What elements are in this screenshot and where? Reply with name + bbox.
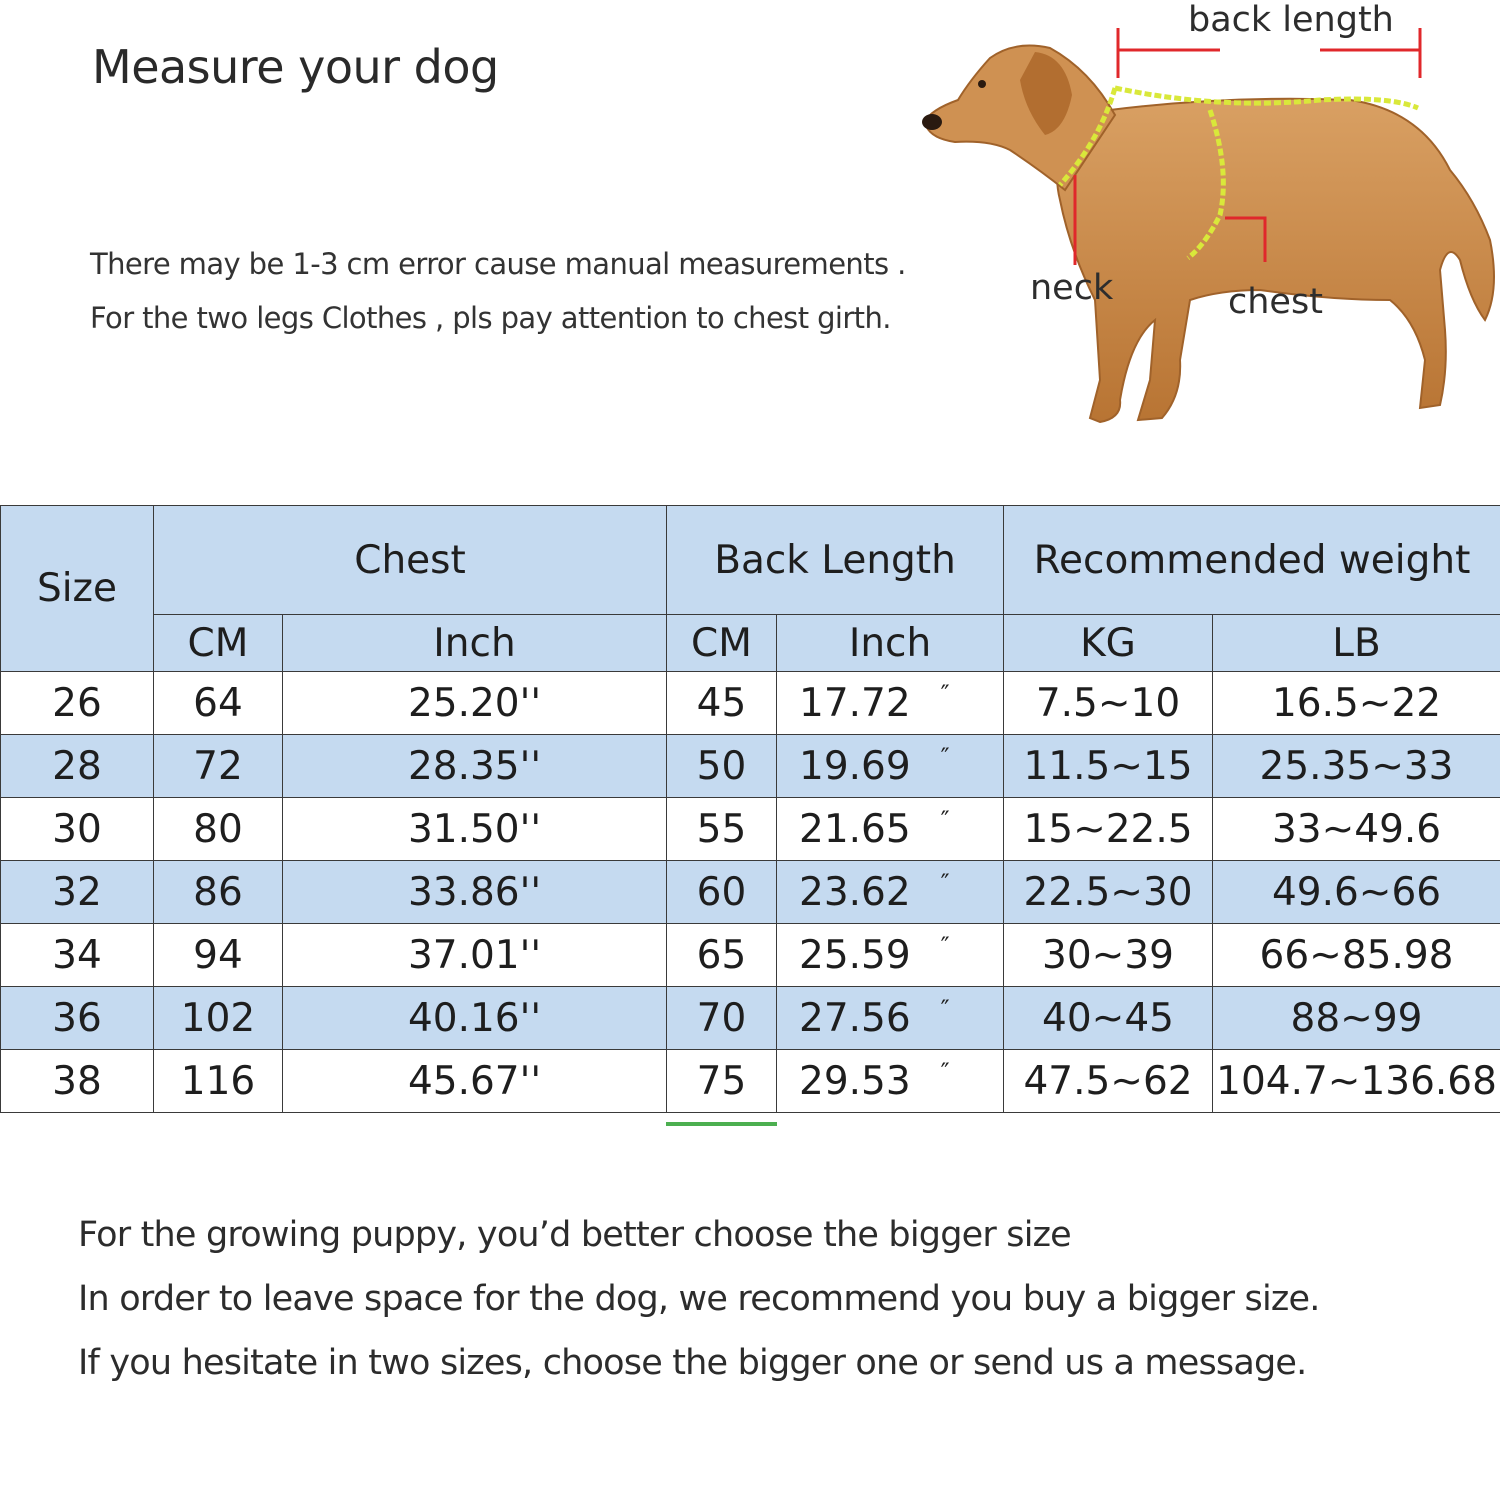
cell-lb: 16.5~22 [1213, 672, 1500, 735]
green-underline [666, 1122, 777, 1126]
cell-chest-inch: 37.01'' [283, 924, 667, 987]
cell-kg: 22.5~30 [1004, 861, 1213, 924]
measurement-note-error: There may be 1-3 cm error cause manual measurements . [90, 247, 906, 281]
cell-back-cm: 60 [667, 861, 777, 924]
cell-chest-cm: 64 [154, 672, 283, 735]
cell-size: 32 [1, 861, 154, 924]
page-title: Measure your dog [92, 40, 499, 94]
cell-size: 38 [1, 1050, 154, 1113]
inch-mark: ″ [940, 995, 950, 1023]
table-row [1, 924, 1500, 987]
table-row [1, 987, 1500, 1050]
cell-lb: 88~99 [1213, 987, 1500, 1050]
table-subheader-row [1, 615, 1500, 672]
cell-lb: 104.7~136.68 [1213, 1050, 1500, 1113]
cell-back-inch [777, 672, 1004, 735]
cell-back-cm: 55 [667, 798, 777, 861]
subheader-chest-cm: CM [154, 615, 283, 672]
cell-chest-cm: 116 [154, 1050, 283, 1113]
cell-lb: 25.35~33 [1213, 735, 1500, 798]
cell-size: 30 [1, 798, 154, 861]
cell-chest-cm: 86 [154, 861, 283, 924]
inch-mark: ″ [940, 743, 950, 771]
cell-chest-cm: 72 [154, 735, 283, 798]
cell-back-cm: 50 [667, 735, 777, 798]
back-inch-value: 27.56 [799, 996, 911, 1041]
cell-size: 28 [1, 735, 154, 798]
cell-size: 34 [1, 924, 154, 987]
cell-chest-inch: 40.16'' [283, 987, 667, 1050]
back-length-label: back length [1188, 0, 1394, 40]
size-chart-table [0, 505, 1500, 1113]
cell-kg: 15~22.5 [1004, 798, 1213, 861]
neck-label: neck [1030, 268, 1114, 308]
cell-back-inch [777, 861, 1004, 924]
subheader-lb: LB [1213, 615, 1500, 672]
inch-mark: ″ [940, 932, 950, 960]
back-inch-value: 25.59 [799, 933, 911, 978]
cell-back-cm: 65 [667, 924, 777, 987]
table-row [1, 1050, 1500, 1113]
cell-back-inch [777, 924, 1004, 987]
cell-lb: 66~85.98 [1213, 924, 1500, 987]
inch-mark: ″ [940, 869, 950, 897]
footer-note-space: In order to leave space for the dog, we recommend you buy a bigger size. [78, 1279, 1320, 1319]
cell-kg: 40~45 [1004, 987, 1213, 1050]
header-back-length: Back Length [667, 506, 1004, 615]
cell-back-cm: 45 [667, 672, 777, 735]
cell-lb: 49.6~66 [1213, 861, 1500, 924]
cell-kg: 7.5~10 [1004, 672, 1213, 735]
cell-back-cm: 75 [667, 1050, 777, 1113]
cell-chest-cm: 80 [154, 798, 283, 861]
back-inch-value: 19.69 [799, 744, 911, 789]
cell-back-inch [777, 735, 1004, 798]
cell-chest-inch: 28.35'' [283, 735, 667, 798]
cell-chest-inch: 25.20'' [283, 672, 667, 735]
subheader-chest-inch: Inch [283, 615, 667, 672]
header-chest: Chest [154, 506, 667, 615]
table-row [1, 798, 1500, 861]
cell-back-inch [777, 798, 1004, 861]
cell-kg: 11.5~15 [1004, 735, 1213, 798]
chest-label: chest [1228, 282, 1323, 322]
table-row [1, 861, 1500, 924]
footer-note-puppy: For the growing puppy, you’d better choose the bigger size [78, 1215, 1071, 1255]
cell-chest-inch: 33.86'' [283, 861, 667, 924]
dog-measurement-diagram [900, 0, 1500, 460]
back-inch-value: 23.62 [799, 870, 911, 915]
table-row [1, 672, 1500, 735]
cell-back-inch [777, 1050, 1004, 1113]
cell-back-cm: 70 [667, 987, 777, 1050]
table-header-row [1, 506, 1500, 615]
subheader-kg: KG [1004, 615, 1213, 672]
cell-back-inch [777, 987, 1004, 1050]
dog-illustration [900, 0, 1500, 460]
cell-kg: 30~39 [1004, 924, 1213, 987]
subheader-back-inch: Inch [777, 615, 1004, 672]
inch-mark: ″ [940, 1058, 950, 1086]
cell-chest-inch: 45.67'' [283, 1050, 667, 1113]
subheader-back-cm: CM [667, 615, 777, 672]
measurement-note-chest: For the two legs Clothes , pls pay attention to chest girth. [90, 301, 891, 335]
back-inch-value: 21.65 [799, 807, 911, 852]
inch-mark: ″ [940, 680, 950, 708]
inch-mark: ″ [940, 806, 950, 834]
table-row [1, 735, 1500, 798]
header-recommended-weight: Recommended weight [1004, 506, 1500, 615]
cell-chest-cm: 94 [154, 924, 283, 987]
cell-chest-cm: 102 [154, 987, 283, 1050]
cell-size: 36 [1, 987, 154, 1050]
cell-lb: 33~49.6 [1213, 798, 1500, 861]
back-inch-value: 17.72 [799, 681, 911, 726]
cell-chest-inch: 31.50'' [283, 798, 667, 861]
cell-kg: 47.5~62 [1004, 1050, 1213, 1113]
header-size: Size [1, 506, 154, 672]
footer-note-hesitate: If you hesitate in two sizes, choose the bigger one or send us a message. [78, 1343, 1307, 1383]
cell-size: 26 [1, 672, 154, 735]
back-inch-value: 29.53 [799, 1059, 911, 1104]
